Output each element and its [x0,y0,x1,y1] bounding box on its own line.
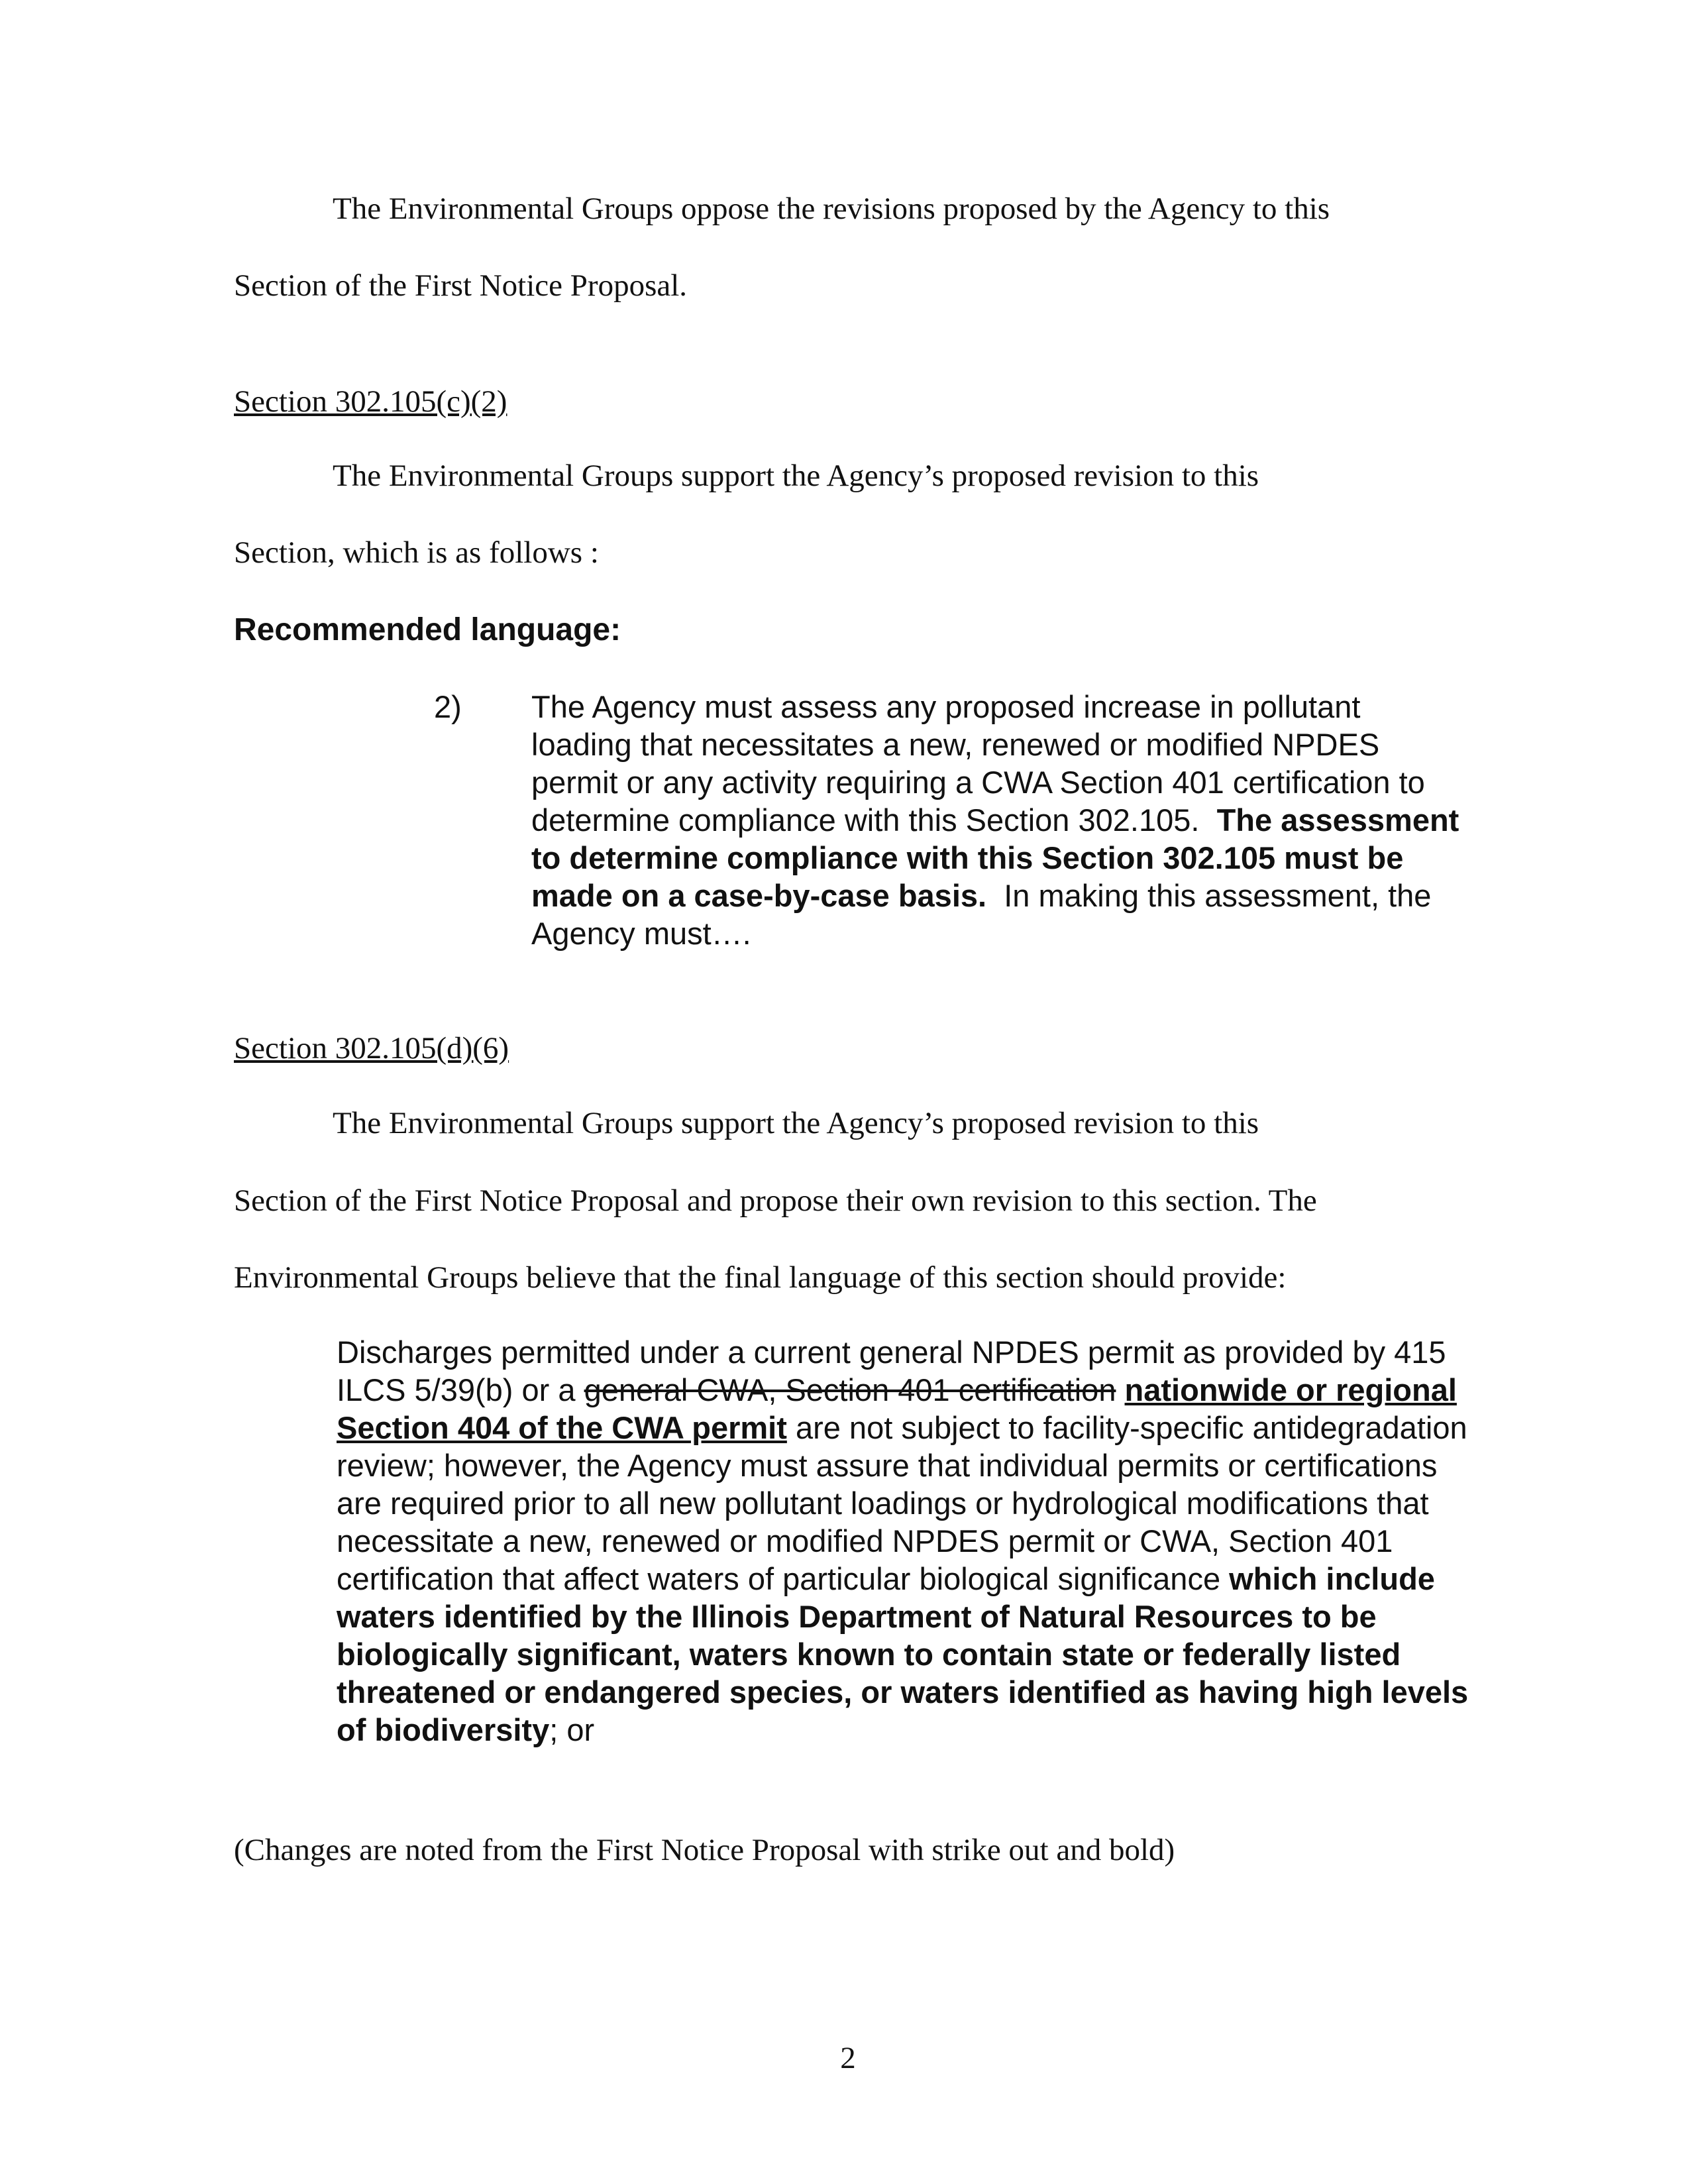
quote-inserted-text: nationwide or regional Section 404 of the CWA permit [337,1372,1457,1445]
quote-part-1: Discharges permitted under a current general NPDES permit as provided by 415 ILCS 5/39(b) or a [337,1335,1446,1407]
item-text-bold: The assessment to determine compliance with this Section 302.105 must be made on a case-by-case basis. [531,802,1459,913]
paragraph-3-line-1: The Environmental Groups support the Agency’s proposed revision to this [333,1106,1259,1140]
paragraph-1-line-1: The Environmental Groups oppose the revisions proposed by the Agency to this [333,191,1330,226]
item-text-tail: In making this assessment, the Agency must…. [531,878,1432,951]
item-text-plain: The Agency must assess any proposed increase in pollutant loading that necessitates a new, renewed or modified NPDES permit or any activity requiring a CWA Section 401 certification to determine compliance with this Section 302.105. [531,689,1425,838]
quote-bold-text: which include waters identified by the Illinois Department of Natural Resources to be biologically significant, waters known to contain state or federally listed threatened or endangered species, or waters identified as having high levels of biodiversity [337,1561,1469,1747]
quote-part-2: are not subject to facility-specific antidegradation review; however, the Agency must assure that individual permits or certifications are required prior to all new pollutant loadings or hydrological modifications that necessitate a new, renewed or modified NPDES permit or CWA, Section 401 certification that affect waters of particular biological significance [337,1410,1467,1596]
quote-tail: ; or [549,1712,595,1747]
page-number: 2 [840,2041,856,2075]
paragraph-1-line-2: Section of the First Notice Proposal. [234,268,688,303]
section-heading-302-105-d-6: Section 302.105(d)(6) [234,1031,509,1065]
item-number: 2) [434,689,462,724]
paragraph-3-line-2: Section of the First Notice Proposal and propose their own revision to this section. The [234,1183,1317,1218]
paragraph-3-line-3: Environmental Groups believe that the final language of this section should provide: [234,1260,1287,1295]
recommended-item-text [531,688,1465,952]
section-heading-302-105-c-2: Section 302.105(c)(2) [234,384,507,419]
proposed-language-quote [337,1333,1476,1749]
paragraph-2-line-1: The Environmental Groups support the Agency’s proposed revision to this [333,459,1259,493]
quote-struck-text: general CWA, Section 401 certification [584,1372,1116,1407]
recommended-language-label: Recommended language: [234,612,621,647]
changes-note: (Changes are noted from the First Notice Proposal with strike out and bold) [234,1833,1175,1867]
paragraph-2-line-2: Section, which is as follows : [234,535,599,570]
